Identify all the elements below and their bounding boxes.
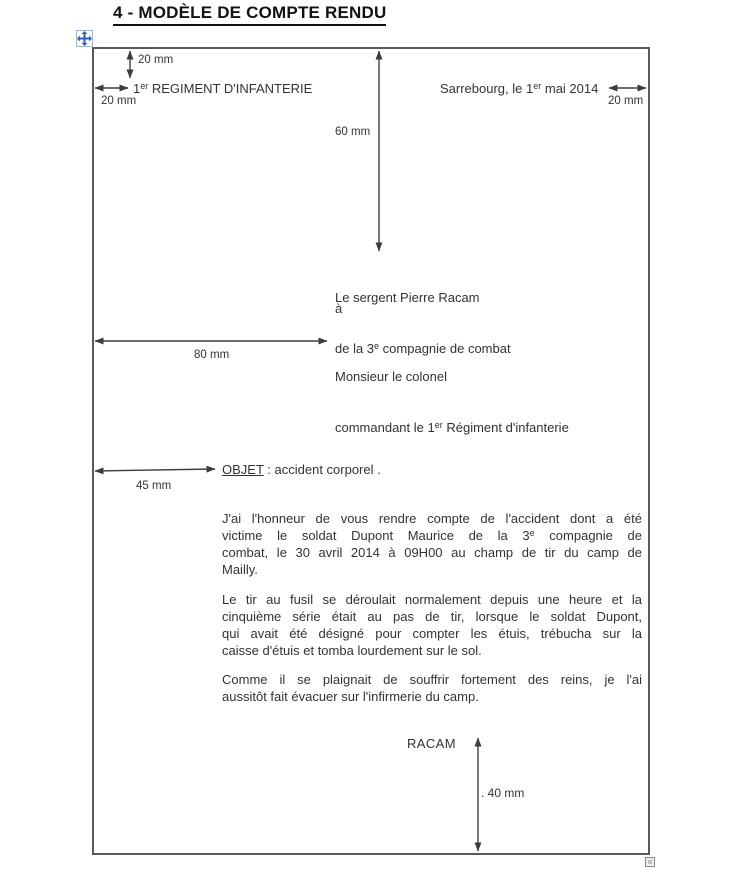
paragraph-1-line-4: Mailly. [222,562,258,577]
paragraph-2-line-4: caisse d'étuis et tomba lourdement sur le sol. [222,643,482,658]
paragraph-2 [222,591,642,659]
date-pre: Sarrebourg, le 1 [440,81,534,96]
objet-line [222,461,381,478]
paragraph-2-line-2: cinquième série était au pas de tir, lorsque le soldat Dupont, [222,609,642,624]
paragraph-1-line-3: combat, le 30 avril 2014 à 09H00 au champ de tir du camp de [222,545,642,560]
paragraph-3-line-2: aussitôt fait évacuer sur l'infirmerie du camp. [222,689,479,704]
paragraph-1-line-1: J'ai l'honneur de vous rendre compte de l'accident dont a été [222,511,642,526]
dim-label-objet-indent: 45 mm [136,480,172,492]
paragraph-1-line-2-pre: victime le soldat Dupont Maurice de la 3 [222,528,530,543]
sender-line-2-sup: e [374,341,380,351]
paragraph-1-line-2 [222,527,642,544]
date-post: mai 2014 [541,81,599,96]
paragraph-2-line-1: Le tir au fusil se déroulait normalement depuis une heure et la [222,592,642,607]
resize-handle-icon[interactable] [645,857,655,867]
dim-label-header-drop: 60 mm [335,126,371,138]
signature-name: RACAM [407,736,456,751]
sender-line-1: Le sergent Pierre Racam [335,290,480,305]
objet-value: : accident corporel . [263,462,381,477]
recipient-line-2-post: Régiment d'infanterie [442,420,569,435]
recipient-line-2-sup: er [434,420,443,430]
handover-word: à [335,301,343,316]
page-title [113,3,386,26]
page-title-text: 4 - MODÈLE DE COMPTE RENDU [113,3,386,26]
sender-unit-ordinal: er [140,81,149,91]
recipient-line-2 [335,419,569,436]
dim-label-top-margin: 20 mm [138,54,174,66]
paragraph-1 [222,510,642,578]
sender-line-2-pre: de la 3 [335,341,375,356]
move-handle-icon[interactable] [76,30,93,47]
recipient-line-2-pre: commandant le 1 [335,420,435,435]
date-line [440,80,598,97]
recipient-line-1: Monsieur le colonel [335,369,448,384]
sender-unit [133,80,312,97]
dim-label-signature-drop: . 40 mm [481,786,525,800]
recipient-block [335,334,569,470]
sender-line-2-post: compagnie de combat [379,341,511,356]
date-ordinal: er [533,81,542,91]
dim-label-recipient-indent: 80 mm [194,349,230,361]
objet-label: OBJET [222,462,264,477]
paragraph-2-line-3: qui avait été désigné pour compter les étuis, trébucha sur la [222,626,642,641]
paragraph-1-line-2-post: compagnie de [534,528,642,543]
dim-label-right-margin: 20 mm [608,95,644,107]
sender-unit-name: REGIMENT D'INFANTERIE [148,81,313,96]
sender-unit-number: 1 [133,81,141,96]
paragraph-3-line-1: Comme il se plaignait de souffrir fortement des reins, je l'ai [222,672,642,687]
dim-label-left-margin: 20 mm [101,95,137,107]
paragraph-3 [222,671,642,705]
paragraph-1-line-2-sup: e [529,528,535,538]
